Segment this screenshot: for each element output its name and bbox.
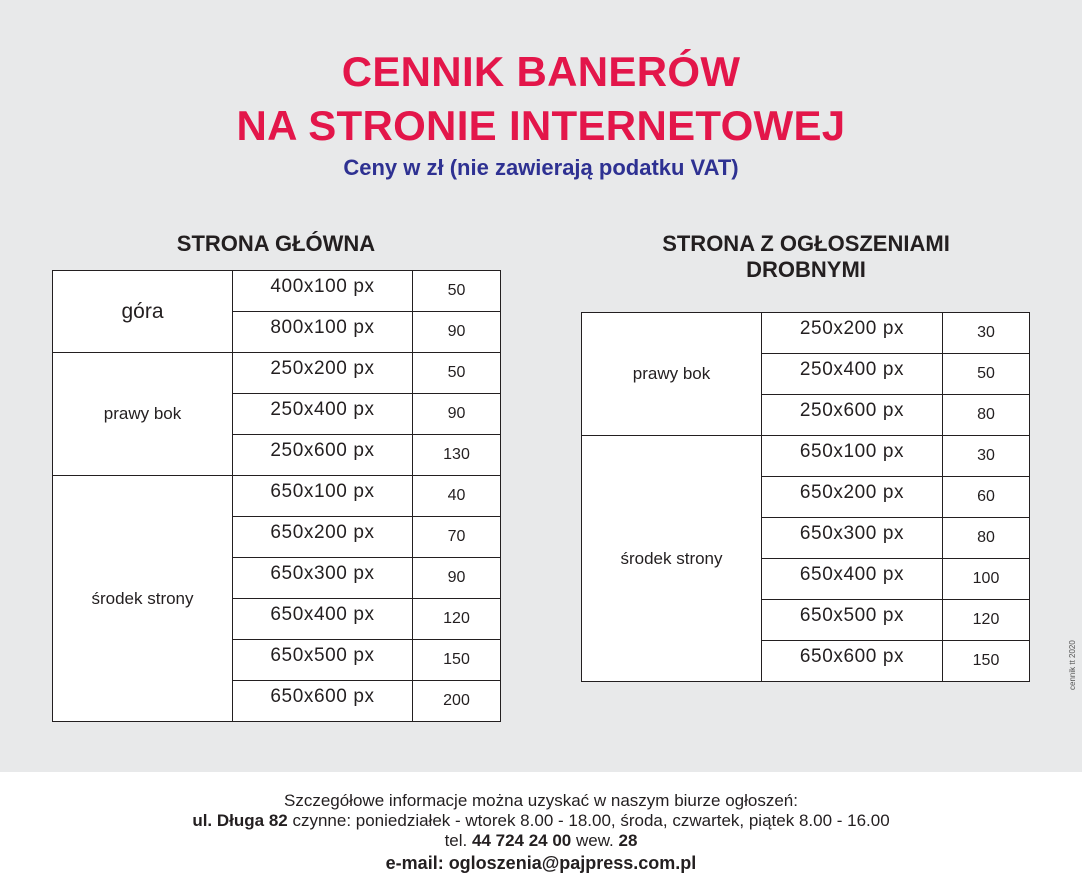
price-cell: 60 [943,477,1030,518]
price-cell: 90 [413,394,501,435]
size-label: 650x400 px [270,604,375,625]
price-cell: 130 [413,435,501,476]
size-label: 650x600 px [799,646,905,667]
size-label: 650x300 px [270,563,375,584]
footer-info: Szczegółowe informacje można uzyskać w naszym biurze ogłoszeń: [283,791,798,810]
left-section-heading: STRONA GŁÓWNA [176,231,376,256]
price-cell: 80 [943,395,1030,436]
price-cell: 120 [413,599,501,640]
size-label: 650x200 px [799,482,905,503]
size-cell [233,271,413,312]
size-cell [233,353,413,394]
size-label: 250x400 px [270,399,375,420]
left-price-table [52,270,501,722]
category-cell: środek strony [53,476,233,722]
price-cell: 50 [943,354,1030,395]
size-label: 650x300 px [799,523,905,544]
size-label: 250x600 px [799,400,905,421]
office-hours: czynne: poniedziałek - wtorek 8.00 - 18.00, środa, czwartek, piątek 8.00 - 16.00 [287,811,890,830]
size-cell [762,313,943,354]
table-row [582,436,1030,477]
price-cell: 90 [413,312,501,353]
size-cell [762,641,943,682]
size-label: 650x600 px [270,686,375,707]
size-label: 650x100 px [799,441,905,462]
size-cell [233,681,413,722]
price-cell: 80 [943,518,1030,559]
size-label: 250x400 px [799,359,905,380]
tel-number: 44 724 24 00 [471,831,572,850]
ext-label: wew. [571,831,619,850]
size-cell [233,599,413,640]
size-label: 650x100 px [270,481,375,502]
size-label: 250x200 px [270,358,375,379]
size-cell [762,477,943,518]
size-label: 650x400 px [799,564,905,585]
size-cell [762,559,943,600]
table-row [53,353,501,394]
right-heading-line2: DROBNYMI [746,257,866,282]
category-cell: prawy bok [582,313,762,436]
price-cell: 90 [413,558,501,599]
address-bold: ul. Długa 82 [192,811,288,830]
category-cell: góra [53,271,233,353]
footer-address [0,810,1082,831]
size-label: 400x100 px [270,276,375,297]
size-cell [762,395,943,436]
table-row [53,271,501,312]
page-title-line1: CENNIK BANERÓW [341,48,741,95]
size-cell [762,436,943,477]
page-subtitle: Ceny w zł (nie zawierają podatku VAT) [343,155,739,180]
price-cell: 200 [413,681,501,722]
size-cell [762,518,943,559]
size-cell [762,354,943,395]
price-cell: 150 [943,641,1030,682]
size-cell [233,312,413,353]
ext-number: 28 [618,831,638,850]
price-cell: 30 [943,436,1030,477]
size-cell [233,517,413,558]
size-cell [762,600,943,641]
size-label: 800x100 px [270,317,375,338]
page-title-line2: NA STRONIE INTERNETOWEJ [236,102,846,149]
size-cell [233,435,413,476]
size-cell [233,476,413,517]
size-cell [233,558,413,599]
right-heading-line1: STRONA Z OGŁOSZENIAMI [662,231,950,256]
price-cell: 120 [943,600,1030,641]
size-label: 650x500 px [799,605,905,626]
price-cell: 40 [413,476,501,517]
size-label: 250x600 px [270,440,375,461]
right-price-table [581,312,1030,682]
size-label: 650x200 px [270,522,375,543]
tel-label: tel. [444,831,472,850]
price-cell: 100 [943,559,1030,600]
table-row [582,313,1030,354]
table-row [53,476,501,517]
price-cell: 70 [413,517,501,558]
category-cell: prawy bok [53,353,233,476]
size-cell [233,640,413,681]
price-cell: 50 [413,353,501,394]
size-label: 650x500 px [270,645,375,666]
price-cell: 150 [413,640,501,681]
footer-email[interactable]: e-mail: ogloszenia@pajpress.com.pl [385,853,697,873]
footer-phone [0,830,1082,851]
side-note: cennik tt 2020 [1068,640,1077,690]
right-section-heading [580,231,1032,283]
category-cell: środek strony [582,436,762,682]
price-cell: 50 [413,271,501,312]
size-cell [233,394,413,435]
size-label: 250x200 px [799,318,905,339]
price-cell: 30 [943,313,1030,354]
